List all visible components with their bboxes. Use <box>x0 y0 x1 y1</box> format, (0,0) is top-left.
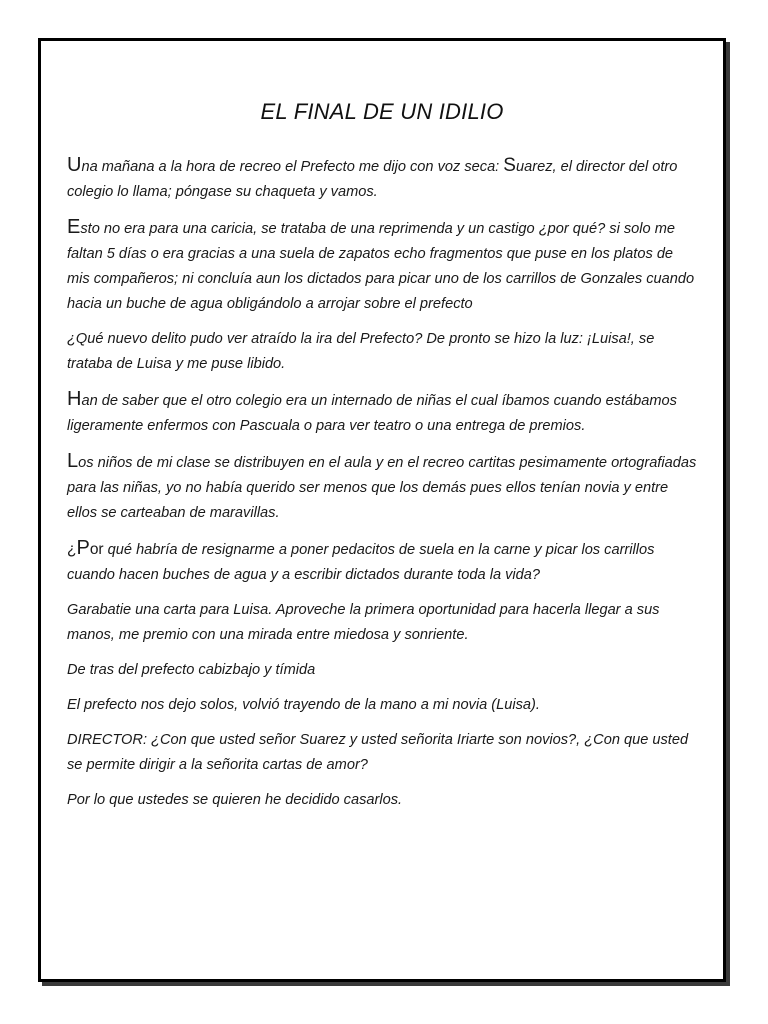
drop-cap: L <box>67 450 79 472</box>
paragraph-text: Garabatie una carta para Luisa. Aproveche la primera oportunidad para hacerla llegar a sus manos, me premio con una mirada entre miedosa y sonriente. <box>67 602 660 643</box>
drop-cap: P <box>76 537 90 559</box>
paragraph-10 <box>67 728 699 778</box>
paragraph-text: os niños de mi clase se distribuyen en el aula y en el recreo cartitas pesimamente ortografiadas para las niñas, yo no había querido ser menos que los demás pues ellos tenían novia y entre ellos se carteaban de maravillas. <box>67 455 697 521</box>
paragraph-1 <box>67 153 699 205</box>
paragraph-8 <box>67 658 699 683</box>
document-body <box>67 153 699 823</box>
document-title: EL FINAL DE UN IDILIO <box>260 99 504 124</box>
drop-cap: E <box>67 216 81 238</box>
drop-cap: U <box>67 154 82 176</box>
paragraph-text: Por lo que ustedes se quieren he decidido casarlos. <box>67 792 403 808</box>
paragraph-text: na mañana a la hora de recreo el Prefecto me dijo con voz seca: <box>81 159 504 175</box>
question-open: ¿ <box>67 541 77 558</box>
paragraph-11 <box>67 788 699 813</box>
inline-cap: S <box>503 155 516 176</box>
paragraph-4 <box>67 387 699 439</box>
paragraph-7 <box>67 598 699 648</box>
paragraph-text: DIRECTOR: ¿Con que usted señor Suarez y usted señorita Iriarte son novios?, ¿Con que usted se permite dirigir a la señorita cartas de amor? <box>67 732 689 773</box>
paragraph-6 <box>67 536 699 588</box>
paragraph-text: sto no era para una caricia, se trataba de una reprimenda y un castigo ¿por qué? si solo me faltan 5 días o era gracias a una suela de zapatos echo fragmentos que puse en los platos de mis compañeros; ni concluía aun los dictados para picar uno de los carrillos de Gonzales cuando hacia un buche de agua obligándolo a arrojar sobre el prefecto <box>67 221 695 312</box>
paragraph-text: an de saber que el otro colegio era un internado de niñas el cual íbamos cuando estábamos ligeramente enfermos con Pascuala o para ver teatro o una entrega de premios. <box>67 393 677 434</box>
paragraph-text: ¿Qué nuevo delito pudo ver atraído la ira del Prefecto? De pronto se hizo la luz: ¡Luisa!, se trataba de Luisa y me puse libido. <box>67 331 655 372</box>
drop-cap-rest: or <box>89 541 104 558</box>
paragraph-text: uarez, el director del otro colegio lo llama; póngase su chaqueta y vamos. <box>67 159 678 200</box>
paragraph-2 <box>67 215 699 317</box>
paragraph-5 <box>67 449 699 526</box>
paragraph-9 <box>67 693 699 718</box>
paragraph-3 <box>67 327 699 377</box>
page-frame <box>38 38 726 982</box>
paragraph-text: De tras del prefecto cabizbajo y tímida <box>67 662 316 678</box>
paragraph-text: qué habría de resignarme a poner pedacitos de suela en la carne y picar los carrillos cuando hacen buches de agua y a escribir dictados durante toda la vida? <box>67 542 655 583</box>
drop-cap: H <box>67 388 82 410</box>
paragraph-text: El prefecto nos dejo solos, volvió trayendo de la mano a mi novia (Luisa). <box>67 697 540 713</box>
